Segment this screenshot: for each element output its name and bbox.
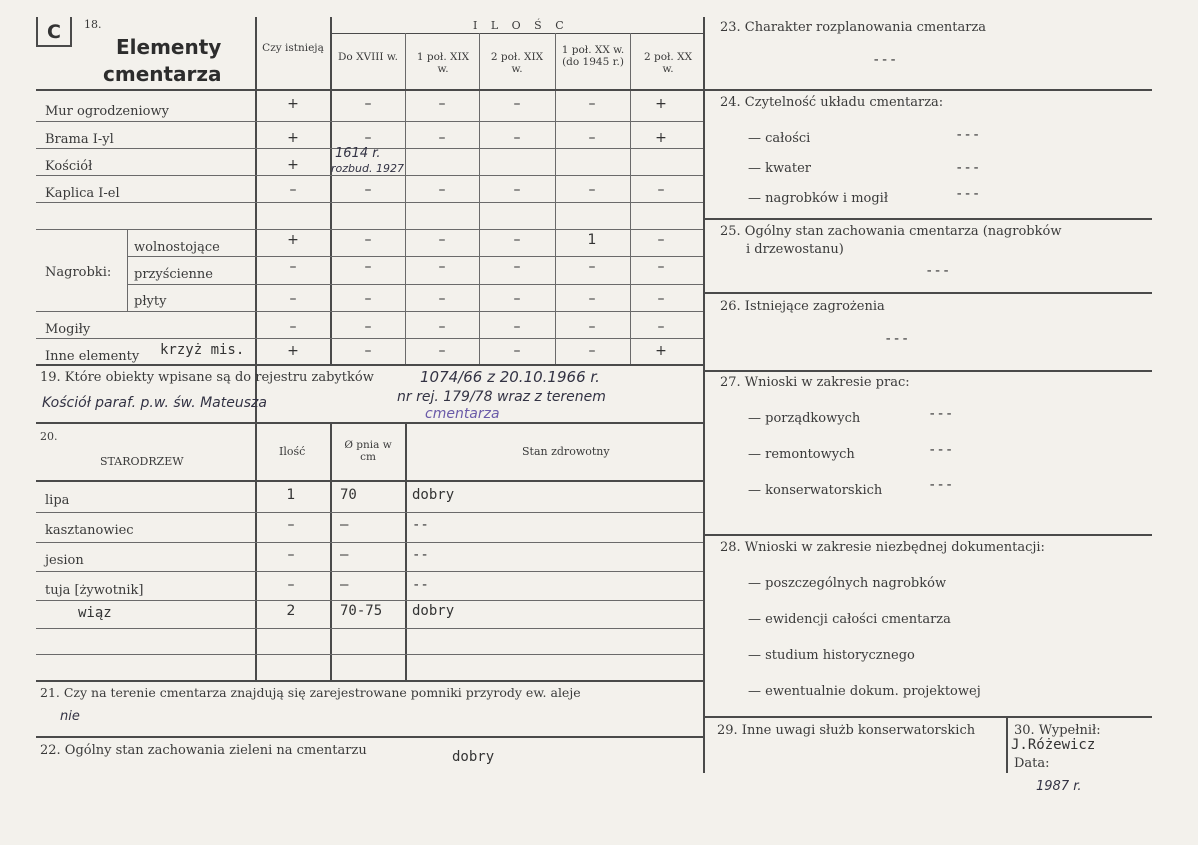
q24-item: — kwater: [748, 161, 812, 176]
element-mark: –: [364, 232, 372, 248]
element-label: Inne elementy: [45, 349, 140, 364]
element-mark: –: [364, 343, 372, 359]
element-mark: +: [655, 343, 667, 359]
tree-diameter: 70: [340, 487, 357, 503]
element-mark: –: [513, 343, 521, 359]
element-mark: +: [287, 96, 299, 112]
element-mark: –: [364, 96, 372, 112]
q30-date: 1987 r.: [1036, 779, 1082, 794]
section-number: 18.: [84, 18, 102, 31]
q25-label-cont: i drzewostanu): [746, 242, 844, 257]
q23-label: 23. Charakter rozplanowania cmentarza: [720, 20, 987, 35]
church-date-note: 1614 r.: [335, 146, 381, 161]
q20-number: 20.: [40, 430, 58, 443]
element-mark: –: [289, 182, 297, 198]
tree-diameter: –: [340, 547, 349, 563]
section-title-line2: cmentarza: [103, 62, 222, 86]
element-mark: +: [287, 343, 299, 359]
tree-name: tuja [żywotnik]: [45, 583, 144, 598]
tree-health: dobry: [412, 603, 455, 619]
element-mark: –: [438, 319, 446, 335]
section-title-line1: Elementy: [116, 35, 222, 59]
element-mark: –: [438, 259, 446, 275]
tree-count: –: [287, 517, 295, 533]
tree-health: dobry: [412, 487, 455, 503]
element-mark: –: [657, 291, 665, 307]
element-mark: –: [657, 232, 665, 248]
element-mark: –: [513, 319, 521, 335]
col-header-period: 2 poł. XX w.: [643, 51, 693, 76]
element-mark: +: [287, 157, 299, 173]
q27-value: ---: [928, 406, 954, 422]
q28-item: — ewentualnie dokum. projektowej: [748, 684, 981, 699]
element-mark: –: [588, 319, 596, 335]
element-mark: –: [289, 291, 297, 307]
q30-filled-by: J.Różewicz: [1011, 737, 1096, 753]
element-mark: –: [289, 319, 297, 335]
element-mark: –: [657, 319, 665, 335]
col-header-ilosc: I L O Ś C: [473, 19, 569, 32]
q27-label: 27. Wnioski w zakresie prac:: [720, 375, 910, 390]
q29-label: 29. Inne uwagi służb konserwatorskich: [717, 723, 976, 738]
tree-diameter: –: [340, 517, 349, 533]
element-label: Mogiły: [45, 322, 91, 337]
section-letter: C: [47, 21, 61, 43]
tree-count: 2: [286, 603, 296, 619]
element-label: Brama I-yl: [45, 132, 114, 147]
element-mark: +: [287, 232, 299, 248]
q27-item: — konserwatorskich: [748, 483, 883, 498]
q30-label: 30. Wypełnił:: [1014, 723, 1101, 738]
church-rebuild-note: rozbud. 1927: [331, 162, 404, 175]
q19-object-name: Kościół paraf. p.w. św. Mateusza: [42, 395, 267, 411]
q24-item: — całości: [748, 131, 811, 146]
element-mark: –: [513, 130, 521, 146]
q27-item: — porządkowych: [748, 411, 861, 426]
element-mark: –: [513, 182, 521, 198]
tree-diameter: –: [340, 577, 349, 593]
element-mark: –: [438, 96, 446, 112]
q19-register-entry-cont: cmentarza: [425, 406, 500, 422]
tree-diameter: 70-75: [340, 603, 383, 619]
col-header-period: 1 poł. XIX w.: [416, 51, 470, 76]
element-mark: +: [287, 130, 299, 146]
q27-value: ---: [928, 477, 954, 493]
element-mark: –: [588, 343, 596, 359]
element-mark: –: [588, 291, 596, 307]
q19-label: 19. Które obiekty wpisane są do rejestru zabytków: [40, 370, 374, 385]
element-mark: –: [438, 343, 446, 359]
tree-health: --: [412, 577, 429, 593]
tree-health: --: [412, 547, 429, 563]
tree-name: kasztanowiec: [45, 523, 134, 538]
q24-label: 24. Czytelność układu cmentarza:: [720, 95, 944, 110]
element-label: płyty: [134, 294, 167, 309]
col-header-count: Ilość: [279, 445, 306, 458]
tree-name: lipa: [45, 493, 70, 508]
tree-name: wiąz: [78, 605, 112, 621]
q20-title: STARODRZEW: [100, 455, 184, 468]
tree-health: --: [412, 517, 429, 533]
col-header-period: Do XVIII w.: [338, 51, 398, 63]
q19-register-number: 1074/66 z 20.10.1966 r.: [420, 368, 600, 386]
element-mark: –: [364, 319, 372, 335]
element-mark: –: [513, 291, 521, 307]
element-mark: –: [588, 130, 596, 146]
element-mark: –: [364, 130, 372, 146]
col-header-period: 1 poł. XX w. (do 1945 r.): [561, 44, 625, 69]
element-mark: –: [513, 96, 521, 112]
element-mark: –: [438, 182, 446, 198]
q27-value: ---: [928, 442, 954, 458]
q27-item: — remontowych: [748, 447, 855, 462]
tree-count: –: [287, 577, 295, 593]
tree-count: –: [287, 547, 295, 563]
col-header-health: Stan zdrowotny: [522, 445, 610, 458]
element-mark: –: [657, 259, 665, 275]
element-mark: –: [364, 291, 372, 307]
element-label: Kaplica I-el: [45, 186, 120, 201]
element-label: wolnostojące: [134, 240, 220, 255]
q24-item: — nagrobków i mogił: [748, 191, 889, 206]
element-mark: –: [438, 291, 446, 307]
q24-value: ---: [955, 160, 981, 176]
element-mark: +: [655, 96, 667, 112]
q28-label: 28. Wnioski w zakresie niezbędnej dokumentacji:: [720, 540, 1045, 555]
ilosc-top-line: [331, 33, 703, 34]
element-mark: –: [588, 182, 596, 198]
q19-register-entry: nr rej. 179/78 wraz z terenem: [397, 389, 606, 405]
q30-date-label: Data:: [1014, 756, 1050, 771]
col-header-diameter: Ø pnia w cm: [344, 439, 392, 464]
element-mark: +: [655, 130, 667, 146]
other-element-note: krzyż mis.: [160, 342, 245, 358]
q22-label: 22. Ogólny stan zachowania zieleni na cmentarzu: [40, 743, 367, 758]
q28-item: — ewidencji całości cmentarza: [748, 612, 951, 627]
q28-item: — studium historycznego: [748, 648, 915, 663]
q25-label: 25. Ogólny stan zachowania cmentarza (nagrobków: [720, 224, 1062, 239]
section-letter-box: [36, 17, 72, 47]
element-mark: –: [364, 259, 372, 275]
q24-value: ---: [955, 186, 981, 202]
col-header-period: 2 poł. XIX w.: [490, 51, 544, 76]
element-mark: –: [438, 130, 446, 146]
q28-item: — poszczególnych nagrobków: [748, 576, 947, 591]
element-label: przyścienne: [134, 267, 213, 282]
element-mark: –: [513, 232, 521, 248]
q22-answer: dobry: [452, 749, 495, 765]
q23-answer: ---: [872, 52, 898, 68]
q24-value: ---: [955, 127, 981, 143]
q26-answer: ---: [884, 331, 910, 347]
q21-answer: nie: [60, 709, 80, 724]
element-mark: 1: [587, 232, 597, 248]
q21-label: 21. Czy na terenie cmentarza znajdują się zarejestrowane pomniki przyrody ew. aleje: [40, 685, 581, 700]
element-mark: –: [588, 259, 596, 275]
left-right-divider: [703, 17, 705, 773]
q25-answer: ---: [925, 263, 951, 279]
element-label: Kościół: [45, 159, 93, 174]
element-label: Mur ogrodzeniowy: [45, 104, 169, 119]
tree-count: 1: [286, 487, 296, 503]
element-mark: –: [513, 259, 521, 275]
element-mark: –: [438, 232, 446, 248]
col-header-exists: Czy istnieją: [262, 42, 324, 54]
element-mark: –: [289, 259, 297, 275]
element-mark: –: [588, 96, 596, 112]
q26-label: 26. Istniejące zagrożenia: [720, 299, 885, 314]
tree-name: jesion: [45, 553, 84, 568]
element-mark: –: [657, 182, 665, 198]
element-mark: –: [364, 182, 372, 198]
nagrobki-label: Nagrobki:: [45, 265, 112, 280]
